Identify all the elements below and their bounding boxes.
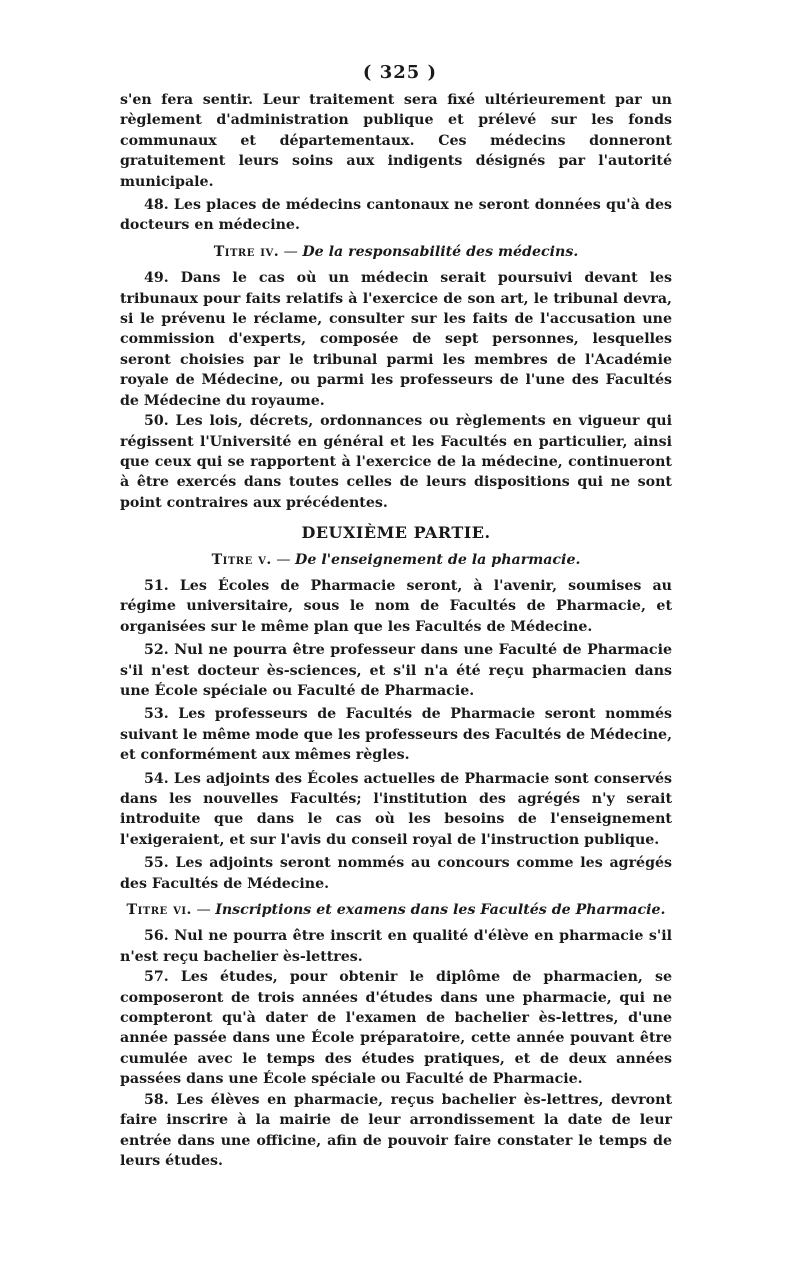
article-57: 57. Les études, pour obtenir le diplôme de pharmacien, se composeront de trois années d'études dans une pharmacie, qui ne compteront qu'à dater de l'examen de bachelier ès-lettres, d'une année passée dans une École préparatoire, cette année pouvant être cumulée avec le temps des études pratiques, et de deux années passées dans une École spéciale ou Faculté de Pharmacie. xyxy=(120,969,672,1088)
article-58: 58. Les élèves en pharmacie, reçus bachelier ès-lettres, devront faire inscrire à la mairie de leur arrondissement la date de leur entrée dans une officine, afin de pouvoir faire constater le temps de leurs études. xyxy=(120,1091,672,1169)
titre-dash: — xyxy=(279,243,303,260)
paragraph-continuation: s'en fera sentir. Leur traitement sera fixé ultérieurement par un règlement d'administration publique et prélevé sur les fonds communaux et départementaux. Ces médecins donneront gratuitement leurs soins aux indigents désignés par l'autorité municipale. xyxy=(120,92,672,190)
article-52: 52. Nul ne pourra être professeur dans une Faculté de Pharmacie s'il n'est docteur ès-sciences, et s'il n'a été reçu pharmacien dans une École spéciale ou Faculté de Pharmacie. xyxy=(120,642,672,699)
titre-dash: — xyxy=(191,902,216,919)
part-heading: DEUXIÈME PARTIE. xyxy=(301,523,491,543)
article-49: 49. Dans le cas où un médecin serait poursuivi devant les tribunaux pour faits relatifs à l'exercice de son art, le tribunal devra, si le prévenu le réclame, consulter sur les faits de l'accusation une commission d'experts, composée de sept personnes, lesquelles seront choisies par le tribunal parmi les membres de l'Académie royale de Médecine, ou parmi les professeurs de l'une des Facultés de Médecine du royaume. xyxy=(120,270,672,409)
titre-label: Titre iv. xyxy=(213,243,280,260)
article-48: 48. Les places de médecins cantonaux ne seront données qu'à des docteurs en médecine. xyxy=(120,197,672,234)
titre-title: De la responsabilité des médecins. xyxy=(302,243,579,260)
article-50: 50. Les lois, décrets, ordonnances ou règlements en vigueur qui régissent l'Université en général et les Facultés en particulier, ainsi que ceux qui se rapportent à l'exercice de la médecine, continueront à être exercés dans toutes celles de leurs dispositions qui ne sont point contraires aux précédentes. xyxy=(120,413,672,511)
body-text xyxy=(120,90,672,1171)
titre-6-heading xyxy=(120,900,672,920)
titre-4-heading xyxy=(120,242,672,262)
titre-dash: — xyxy=(271,551,296,568)
article-53: 53. Les professeurs de Facultés de Pharmacie seront nommés suivant le même mode que les professeurs des Facultés de Médecine, et conformément aux mêmes règles. xyxy=(120,706,673,764)
titre-title: Inscriptions et examens dans les Facultés de Pharmacie. xyxy=(215,902,666,919)
titre-label: Titre vi. xyxy=(126,902,192,919)
titre-5-heading xyxy=(120,550,672,570)
article-51: 51. Les Écoles de Pharmacie seront, à l'avenir, soumises au régime universitaire, sous le nom de Facultés de Pharmacie, et organisées sur le même plan que les Facultés de Médecine. xyxy=(120,577,672,635)
page-number: ( 325 ) xyxy=(362,62,438,83)
titre-title: De l'enseignement de la pharmacie. xyxy=(295,551,581,568)
article-54: 54. Les adjoints des Écoles actuelles de Pharmacie sont conservés dans les nouvelles Facultés; l'institution des agrégés n'y serait introduite que dans le cas où les besoins de l'enseignement l'exigeraient, et sur l'avis du conseil royal de l'instruction publique. xyxy=(120,770,672,848)
titre-label: Titre v. xyxy=(211,551,272,568)
article-55: 55. Les adjoints seront nommés au concours comme les agrégés des Facultés de Médecine. xyxy=(120,855,672,892)
article-56: 56. Nul ne pourra être inscrit en qualité d'élève en pharmacie s'il n'est reçu bachelier ès-lettres. xyxy=(120,928,672,965)
